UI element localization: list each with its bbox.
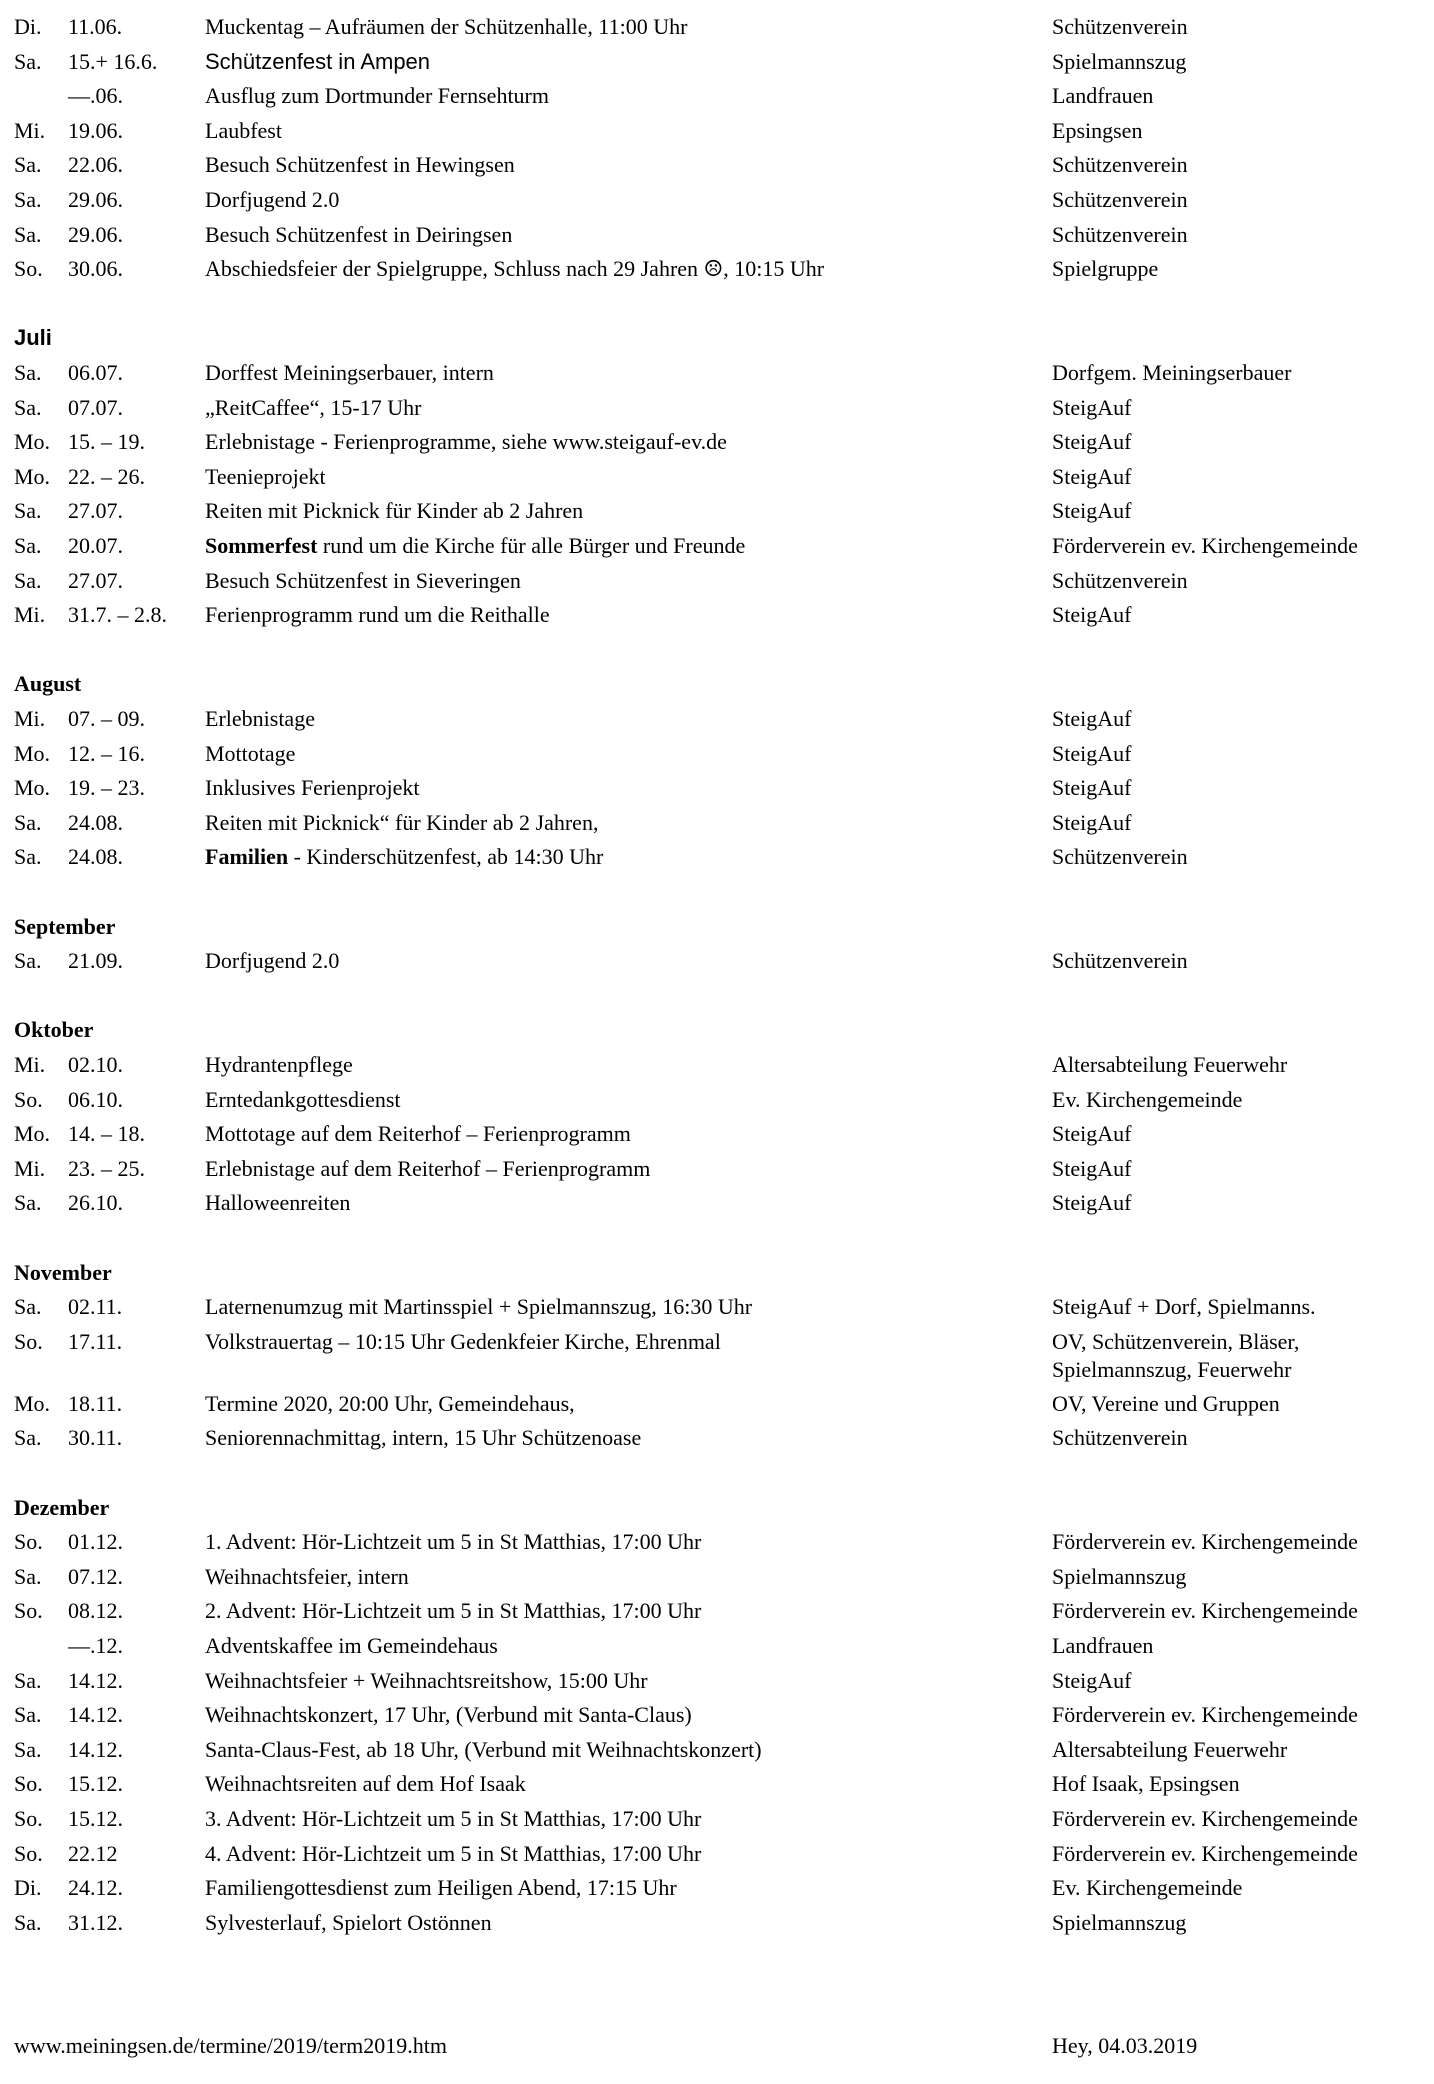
event-title-text: Schützenfest in Ampen (205, 48, 431, 74)
event-row (0, 1048, 1434, 1082)
event-weekday: Sa. (14, 1294, 42, 1320)
event-weekday: Mi. (14, 602, 46, 628)
event-date: —.06. (68, 83, 123, 109)
event-date: 18.11. (68, 1390, 123, 1416)
event-date: 22.12 (68, 1840, 118, 1866)
event-weekday: So. (14, 1806, 43, 1831)
event-organizer: SteigAuf (1052, 809, 1132, 835)
event-title-text: Hydrantenpflege (205, 1052, 353, 1077)
event-weekday: Sa. (14, 1563, 42, 1589)
event-date: 24.12. (68, 1875, 123, 1901)
event-row (0, 1594, 1434, 1628)
event-row (0, 356, 1434, 390)
event-date: 27.07. (68, 567, 123, 593)
event-row (0, 529, 1434, 563)
event-title (205, 1421, 641, 1455)
event-date: 31.7. – 2.8. (68, 602, 167, 628)
event-title (205, 1152, 650, 1186)
event-weekday: Mo. (14, 740, 51, 766)
event-date: 07.12. (68, 1563, 123, 1589)
event-title (205, 494, 583, 528)
event-title-text: Ausflug zum Dortmunder Fernsehturm (205, 83, 549, 109)
event-title-text: Volkstrauertag – 10:15 Uhr Gedenkfeier Kirche, Ehrenmal (205, 1328, 721, 1354)
event-weekday: Sa. (14, 1702, 42, 1728)
event-title-text: Weihnachtsfeier + Weihnachtsreitshow, 15:00 Uhr (205, 1667, 648, 1693)
event-organizer: Förderverein ev. Kirchengemeinde (1052, 1806, 1358, 1831)
event-organizer: Schützenverein (1052, 14, 1188, 39)
event-organizer: Landfrauen (1052, 1633, 1154, 1658)
event-organizer: Förderverein ev. Kirchengemeinde (1052, 1529, 1358, 1555)
event-date: 24.08. (68, 809, 123, 835)
event-organizer: Dorfgem. Meiningserbauer (1052, 360, 1292, 385)
event-row (0, 494, 1434, 528)
event-date: 22. – 26. (68, 463, 145, 489)
event-title (205, 564, 521, 598)
event-title (205, 1525, 701, 1559)
event-weekday: Sa. (14, 48, 42, 74)
event-title-text: Besuch Schützenfest in Hewingsen (205, 152, 515, 178)
event-weekday: Sa. (14, 152, 42, 178)
event-organizer: SteigAuf (1052, 1121, 1132, 1147)
event-organizer: SteigAuf (1052, 1190, 1132, 1216)
event-title-text: Santa-Claus-Fest, ab 18 Uhr, (Verbund mit Weihnachtskonzert) (205, 1736, 762, 1762)
event-row (0, 391, 1434, 425)
event-title (205, 148, 515, 182)
event-row (0, 1560, 1434, 1594)
event-title (205, 1802, 701, 1836)
event-organizer: SteigAuf (1052, 775, 1132, 801)
event-title-text: Muckentag – Aufräumen der Schützenhalle, 11:00 Uhr (205, 14, 688, 39)
month-heading: Oktober (14, 1017, 94, 1043)
event-title-text: Erntedankgottesdienst (205, 1086, 401, 1112)
event-title-text: Sylvesterlauf, Spielort Ostönnen (205, 1909, 492, 1935)
event-date: 22.06. (68, 152, 123, 178)
event-row (0, 598, 1434, 632)
event-date: 24.08. (68, 844, 123, 870)
event-row (0, 1387, 1434, 1421)
event-organizer: OV, Vereine und Gruppen (1052, 1390, 1280, 1416)
event-title-text: Weihnachtsreiten auf dem Hof Isaak (205, 1771, 526, 1797)
event-title-text: Mottotage auf dem Reiterhof – Ferienprogramm (205, 1121, 631, 1147)
event-date: 15.12. (68, 1806, 123, 1831)
event-organizer: Spielmannszug (1052, 48, 1187, 74)
event-organizer: Förderverein ev. Kirchengemeinde (1052, 533, 1358, 558)
event-organizer: Förderverein ev. Kirchengemeinde (1052, 1598, 1358, 1624)
event-date: 06.07. (68, 360, 123, 385)
event-title (205, 1594, 701, 1628)
event-weekday: Sa. (14, 533, 42, 558)
month-heading: September (14, 913, 116, 939)
event-weekday: Sa. (14, 948, 42, 974)
event-organizer: Schützenverein (1052, 844, 1188, 870)
event-title (205, 944, 339, 978)
event-title-text: 1. Advent: Hör-Lichtzeit um 5 in St Matthias, 17:00 Uhr (205, 1529, 702, 1555)
event-row (0, 1733, 1434, 1767)
event-title-text: Besuch Schützenfest in Deiringsen (205, 221, 513, 247)
event-date: 14.12. (68, 1702, 123, 1728)
event-row (0, 183, 1434, 217)
event-organizer: Epsingsen (1052, 117, 1143, 143)
event-row (0, 702, 1434, 736)
event-title-text: Halloweenreiten (205, 1190, 351, 1216)
event-date: 07. – 09. (68, 706, 145, 731)
event-title (205, 702, 315, 736)
event-row (0, 1871, 1434, 1905)
event-date: 23. – 25. (68, 1155, 145, 1181)
event-row (0, 1152, 1434, 1186)
event-organizer: Förderverein ev. Kirchengemeinde (1052, 1840, 1358, 1866)
event-title (205, 114, 282, 148)
event-title (205, 1083, 401, 1117)
event-organizer: SteigAuf (1052, 1667, 1132, 1693)
event-weekday: Mi. (14, 1155, 46, 1181)
event-weekday: Mo. (14, 1390, 51, 1416)
event-weekday: Mo. (14, 429, 51, 455)
event-weekday: Sa. (14, 187, 42, 212)
event-title (205, 1290, 752, 1324)
event-weekday: So. (14, 1529, 43, 1555)
event-title (205, 1048, 353, 1082)
event-weekday: So. (14, 1771, 43, 1797)
event-title (205, 460, 326, 494)
event-organizer: Förderverein ev. Kirchengemeinde (1052, 1702, 1358, 1728)
event-title (205, 218, 512, 252)
event-title (205, 1186, 350, 1220)
event-title (205, 1698, 692, 1732)
event-title-text: Erlebnistage - Ferienprogramme, siehe www.steigauf-ev.de (205, 429, 727, 455)
event-title (205, 1906, 492, 1940)
event-title-text: Dorfjugend 2.0 (205, 187, 340, 212)
event-organizer: Spielmannszug (1052, 1563, 1187, 1589)
event-organizer: Hof Isaak, Epsingsen (1052, 1771, 1240, 1797)
event-title-text: Reiten mit Picknick“ für Kinder ab 2 Jahren, (205, 809, 599, 835)
month-heading: August (14, 671, 82, 697)
event-title (205, 1733, 762, 1767)
event-title (205, 1325, 721, 1359)
event-weekday: Mi. (14, 706, 46, 731)
event-title-text: Inklusives Ferienprojekt (205, 775, 420, 801)
event-row (0, 45, 1434, 79)
event-row (0, 425, 1434, 459)
event-title-text: Familiengottesdienst zum Heiligen Abend, 17:15 Uhr (205, 1875, 677, 1901)
event-weekday: So. (14, 1086, 43, 1112)
event-title-bold: Sommerfest (205, 533, 318, 558)
event-organizer: OV, Schützenverein, Bläser, Spielmannszug, Feuerwehr (1052, 1328, 1300, 1382)
event-weekday: Sa. (14, 1736, 42, 1762)
event-title-text: Mottotage (205, 740, 296, 766)
month-heading: Juli (14, 325, 52, 351)
event-title (205, 1767, 526, 1801)
event-title (205, 391, 421, 425)
event-title-text: 2. Advent: Hör-Lichtzeit um 5 in St Matthias, 17:00 Uhr (205, 1598, 702, 1624)
event-weekday: Sa. (14, 360, 42, 385)
event-row (0, 1421, 1434, 1455)
event-title (205, 45, 430, 79)
event-title-text: Weihnachtsfeier, intern (205, 1563, 409, 1589)
event-title (205, 840, 603, 874)
event-organizer: SteigAuf + Dorf, Spielmanns. (1052, 1294, 1316, 1320)
event-title (205, 771, 419, 805)
event-weekday: Sa. (14, 1425, 42, 1451)
event-row (0, 79, 1434, 113)
event-row (0, 148, 1434, 182)
page-footer (0, 2033, 1434, 2084)
event-organizer: Ev. Kirchengemeinde (1052, 1875, 1243, 1901)
event-weekday: So. (14, 1840, 43, 1866)
event-row (0, 1837, 1434, 1871)
event-title (205, 79, 549, 113)
event-title-text: Dorfjugend 2.0 (205, 948, 340, 974)
event-date: 15.12. (68, 1771, 123, 1797)
footer-url[interactable]: www.meiningsen.de/termine/2019/term2019.htm (14, 2033, 447, 2058)
event-date: 20.07. (68, 533, 123, 558)
event-row (0, 1325, 1434, 1387)
event-organizer: Schützenverein (1052, 187, 1188, 212)
event-title-text: Reiten mit Picknick für Kinder ab 2 Jahren (205, 498, 584, 524)
event-row (0, 1767, 1434, 1801)
event-date: 06.10. (68, 1086, 123, 1112)
event-date: 27.07. (68, 498, 123, 524)
event-organizer: SteigAuf (1052, 1155, 1132, 1181)
footer-signature: Hey, 04.03.2019 (1052, 2033, 1198, 2058)
event-title (205, 10, 687, 44)
event-date: 29.06. (68, 187, 123, 212)
event-row (0, 1117, 1434, 1151)
event-date: 17.11. (68, 1328, 123, 1354)
event-row (0, 1906, 1434, 1940)
event-date: 14.12. (68, 1736, 123, 1762)
event-row (0, 1290, 1434, 1324)
event-title (205, 356, 494, 390)
event-row (0, 1664, 1434, 1698)
event-organizer: SteigAuf (1052, 394, 1132, 420)
event-date: 02.11. (68, 1294, 123, 1320)
event-date: —.12. (68, 1633, 123, 1658)
event-weekday: Sa. (14, 394, 42, 420)
event-organizer: SteigAuf (1052, 498, 1132, 524)
event-date: 02.10. (68, 1052, 123, 1077)
event-organizer: Schützenverein (1052, 567, 1188, 593)
event-weekday: Mo. (14, 463, 51, 489)
event-title (205, 529, 745, 563)
month-heading: November (14, 1259, 112, 1285)
event-weekday: So. (14, 1598, 43, 1624)
event-title-text: 4. Advent: Hör-Lichtzeit um 5 in St Matthias, 17:00 Uhr (205, 1840, 702, 1866)
event-date: 15.+ 16.6. (68, 48, 158, 74)
event-date: 30.11. (68, 1425, 123, 1451)
event-weekday: Sa. (14, 809, 42, 835)
event-date: 21.09. (68, 948, 123, 974)
event-date: 07.07. (68, 394, 123, 420)
event-organizer: Altersabteilung Feuerwehr (1052, 1052, 1288, 1077)
event-weekday: Sa. (14, 1667, 42, 1693)
event-row (0, 1186, 1434, 1220)
event-organizer: Schützenverein (1052, 1425, 1188, 1451)
event-title-text: Adventskaffee im Gemeindehaus (205, 1633, 498, 1658)
event-date: 30.06. (68, 256, 123, 282)
event-weekday: Di. (14, 14, 42, 39)
event-title-text: Laternenumzug mit Martinsspiel + Spielmannszug, 16:30 Uhr (205, 1294, 753, 1320)
event-organizer: Schützenverein (1052, 948, 1188, 974)
event-date: 31.12. (68, 1909, 123, 1935)
event-organizer: Spielmannszug (1052, 1909, 1187, 1935)
event-row (0, 737, 1434, 771)
event-row (0, 1802, 1434, 1836)
event-title-text: „ReitCaffee“, 15-17 Uhr (205, 394, 422, 420)
event-row (0, 806, 1434, 840)
event-weekday: Sa. (14, 498, 42, 524)
event-weekday: Mo. (14, 1121, 51, 1147)
event-date: 19.06. (68, 117, 123, 143)
event-weekday: So. (14, 256, 43, 282)
event-title (205, 425, 727, 459)
event-row (0, 460, 1434, 494)
event-weekday: Mo. (14, 775, 51, 801)
event-row (0, 1698, 1434, 1732)
event-title-text: rund um die Kirche für alle Bürger und Freunde (317, 533, 746, 558)
event-weekday: So. (14, 1328, 43, 1354)
event-title-text: Erlebnistage (205, 706, 315, 731)
event-organizer: Landfrauen (1052, 83, 1154, 109)
event-row (0, 840, 1434, 874)
event-organizer: SteigAuf (1052, 463, 1132, 489)
event-row (0, 1525, 1434, 1559)
event-organizer: SteigAuf (1052, 740, 1132, 766)
event-title (205, 1629, 498, 1663)
month-heading: Dezember (14, 1494, 110, 1520)
event-title (205, 183, 339, 217)
event-title-text: Besuch Schützenfest in Sieveringen (205, 567, 521, 593)
event-title-text: Dorffest Meiningserbauer, intern (205, 360, 494, 385)
event-date: 29.06. (68, 221, 123, 247)
event-row (0, 218, 1434, 252)
event-date: 15. – 19. (68, 429, 145, 455)
event-row (0, 1083, 1434, 1117)
event-title (205, 1664, 648, 1698)
event-title-text: Laubfest (205, 117, 282, 143)
event-row (0, 771, 1434, 805)
event-organizer: Spielgruppe (1052, 256, 1159, 282)
event-title (205, 1117, 631, 1151)
event-title (205, 1560, 409, 1594)
event-title (205, 1871, 677, 1905)
event-title (205, 1387, 575, 1421)
event-weekday: Sa. (14, 1909, 42, 1935)
event-row (0, 564, 1434, 598)
event-title-text: Erlebnistage auf dem Reiterhof – Ferienprogramm (205, 1155, 651, 1181)
event-weekday: Sa. (14, 567, 42, 593)
event-row (0, 1629, 1434, 1663)
event-title-bold: Familien (205, 844, 289, 870)
event-date: 01.12. (68, 1529, 123, 1555)
event-organizer: SteigAuf (1052, 706, 1132, 731)
event-date: 26.10. (68, 1190, 123, 1216)
event-row (0, 10, 1434, 44)
event-organizer: SteigAuf (1052, 429, 1132, 455)
event-weekday: Mi. (14, 117, 46, 143)
event-title-text: Teenieprojekt (205, 463, 326, 489)
event-weekday: Mi. (14, 1052, 46, 1077)
event-organizer: Schützenverein (1052, 221, 1188, 247)
event-date: 08.12. (68, 1598, 123, 1624)
event-organizer: Ev. Kirchengemeinde (1052, 1086, 1243, 1112)
event-date: 19. – 23. (68, 775, 145, 801)
event-title (205, 806, 598, 840)
event-weekday: Sa. (14, 221, 42, 247)
event-title-text: Termine 2020, 20:00 Uhr, Gemeindehaus, (205, 1390, 575, 1416)
event-title (205, 252, 824, 286)
event-weekday: Sa. (14, 844, 42, 870)
event-organizer: Schützenverein (1052, 152, 1188, 178)
event-organizer: SteigAuf (1052, 602, 1132, 628)
event-date: 14.12. (68, 1667, 123, 1693)
event-title-text: Abschiedsfeier der Spielgruppe, Schluss nach 29 Jahren ☹, 10:15 Uhr (205, 256, 825, 282)
event-row (0, 252, 1434, 286)
event-weekday: Di. (14, 1875, 42, 1901)
event-title (205, 598, 550, 632)
event-title-text: Ferienprogramm rund um die Reithalle (205, 602, 550, 628)
event-title (205, 737, 295, 771)
event-weekday: Sa. (14, 1190, 42, 1216)
event-date: 11.06. (68, 14, 123, 39)
event-date: 14. – 18. (68, 1121, 145, 1147)
event-title (205, 1837, 701, 1871)
event-row (0, 114, 1434, 148)
event-organizer: Altersabteilung Feuerwehr (1052, 1736, 1288, 1762)
event-title-text: 3. Advent: Hör-Lichtzeit um 5 in St Matthias, 17:00 Uhr (205, 1806, 702, 1831)
event-title-text: - Kinderschützenfest, ab 14:30 Uhr (288, 844, 604, 870)
event-row (0, 944, 1434, 978)
event-title-text: Seniorennachmittag, intern, 15 Uhr Schützenoase (205, 1425, 642, 1451)
event-title-text: Weihnachtskonzert, 17 Uhr, (Verbund mit Santa-Claus) (205, 1702, 692, 1728)
event-date: 12. – 16. (68, 740, 145, 766)
